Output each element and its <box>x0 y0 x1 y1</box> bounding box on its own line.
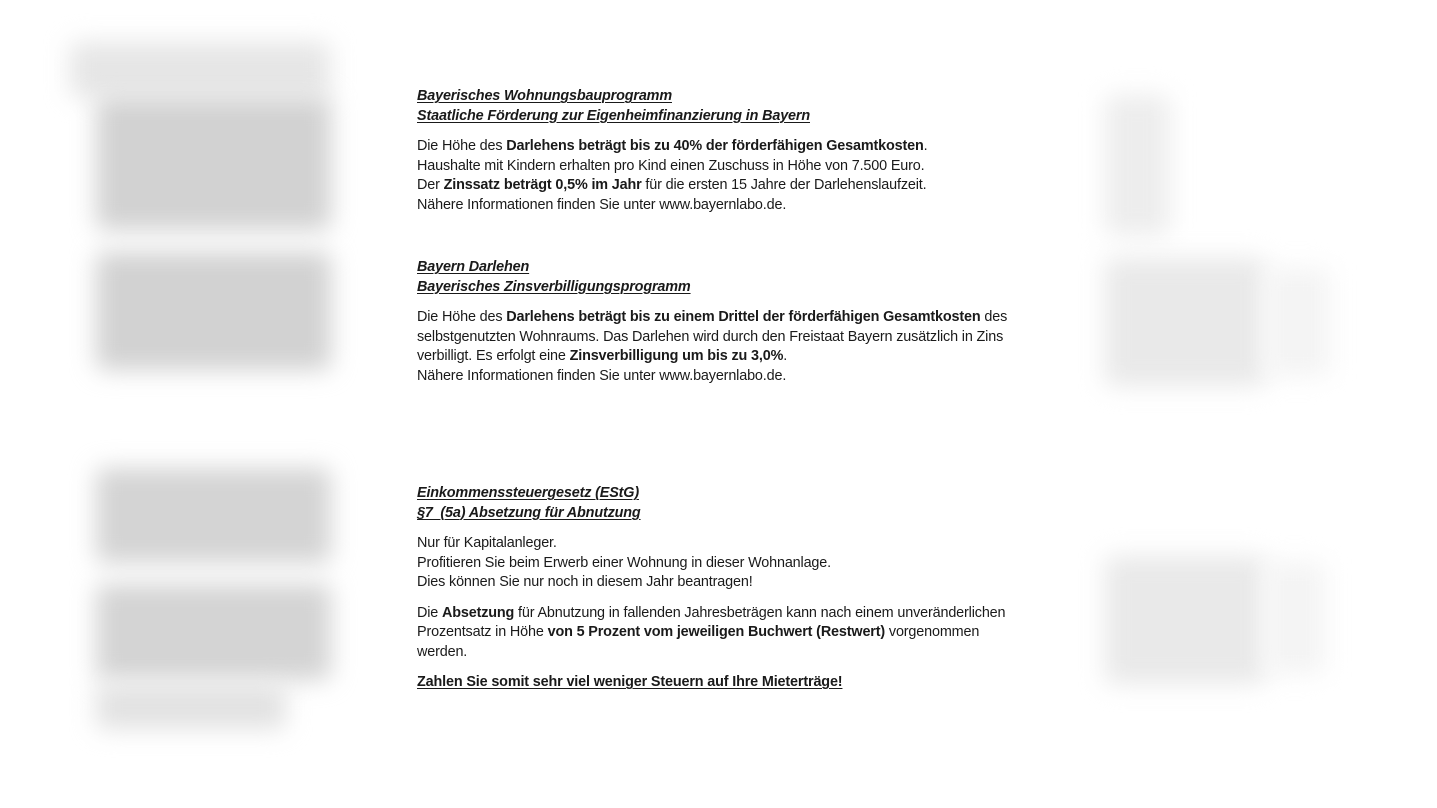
text-segment: werden. <box>417 643 468 660</box>
paragraph <box>417 534 1017 593</box>
text-line <box>417 308 1017 328</box>
text-segment: Nähere Informationen finden Sie unter www.bayernlabo.de. <box>417 367 787 384</box>
text-segment: Der <box>417 177 444 193</box>
text-segment: selbstgenutzten Wohnraums. Das Darlehen wird durch den Freistaat Bayern zusätzlich in Zins <box>417 328 1004 345</box>
text-line <box>417 604 1017 624</box>
text-line <box>417 623 1017 643</box>
text-segment: . <box>783 348 788 364</box>
text-segment: Darlehens beträgt bis zu einem Drittel der förderfähigen Gesamtkosten <box>506 309 981 325</box>
paragraph <box>417 673 1017 693</box>
blurred-text-block <box>1265 268 1330 376</box>
text-line <box>417 643 1017 663</box>
text-segment: Dies können Sie nur noch in diesem Jahr beantragen! <box>417 574 753 590</box>
blurred-text-block <box>1105 95 1170 235</box>
document-section <box>417 87 1017 215</box>
section-heading-line: Bayerisches Zinsverbilligungsprogramm <box>417 278 691 295</box>
text-segment: verbilligt. Es erfolgt eine <box>417 348 570 364</box>
text-segment: Haushalte mit Kindern erhalten pro Kind einen Zuschuss in Höhe von 7.500 Euro. <box>417 157 925 174</box>
paragraph <box>417 137 1017 215</box>
paragraph <box>417 308 1017 386</box>
section-heading <box>417 87 1017 126</box>
text-segment: Nur für Kapitalanleger. <box>417 535 557 551</box>
text-line <box>417 347 1017 367</box>
text-segment: Profitieren Sie beim Erwerb einer Wohnung in dieser Wohnanlage. <box>417 554 831 571</box>
text-segment: . <box>923 138 928 154</box>
text-segment: für die ersten 15 Jahre der Darlehenslaufzeit. <box>641 177 927 193</box>
document-section <box>417 484 1017 693</box>
section-heading-line: Bayern Darlehen <box>417 259 530 275</box>
text-line <box>417 328 1017 348</box>
text-segment: Zinssatz beträgt 0,5% im Jahr <box>443 177 642 193</box>
text-segment: vorgenommen <box>885 624 980 640</box>
paragraph <box>417 604 1017 663</box>
section-heading <box>417 484 1017 523</box>
text-segment: für Abnutzung in fallenden Jahresbeträgen kann nach einem unveränderlichen <box>514 604 1006 621</box>
text-segment: von 5 Prozent vom jeweiligen Buchwert (Restwert) <box>547 624 886 640</box>
text-line <box>417 673 1017 693</box>
text-segment: Prozentsatz in Höhe <box>417 624 548 640</box>
section-heading-line: §7 (5a) Absetzung für Abnutzung <box>417 504 641 521</box>
document-page <box>417 87 1017 693</box>
document-section <box>417 258 1017 386</box>
text-segment: Die Höhe des <box>417 309 507 325</box>
section-heading <box>417 258 1017 297</box>
text-line <box>417 534 1017 554</box>
text-segment: Darlehens beträgt bis zu 40% der förderfähigen Gesamtkosten <box>506 138 924 154</box>
text-segment: Absetzung <box>442 604 515 621</box>
text-line <box>417 137 1017 157</box>
section-heading-line: Einkommenssteuergesetz (EStG) <box>417 485 639 501</box>
text-segment: Nähere Informationen finden Sie unter www.bayernlabo.de. <box>417 196 787 213</box>
text-line <box>417 554 1017 574</box>
section-heading-line: Staatliche Förderung zur Eigenheimfinanzierung in Bayern <box>417 107 810 124</box>
section-heading-line: Bayerisches Wohnungsbauprogramm <box>417 88 672 104</box>
text-line <box>417 196 1017 216</box>
blurred-text-block <box>1265 562 1325 674</box>
text-segment: Zahlen Sie somit sehr viel weniger Steuern auf Ihre Mieterträge! <box>417 674 843 690</box>
text-line <box>417 367 1017 387</box>
text-segment: Zinsverbilligung um bis zu 3,0% <box>569 348 784 364</box>
text-segment: Die Höhe des <box>417 138 507 154</box>
text-segment: des <box>980 309 1008 325</box>
text-line <box>417 157 1017 177</box>
blurred-text-block <box>1105 258 1265 386</box>
blurred-text-block <box>1105 556 1265 684</box>
text-segment: Die <box>417 604 442 621</box>
text-line <box>417 573 1017 593</box>
text-line <box>417 176 1017 196</box>
